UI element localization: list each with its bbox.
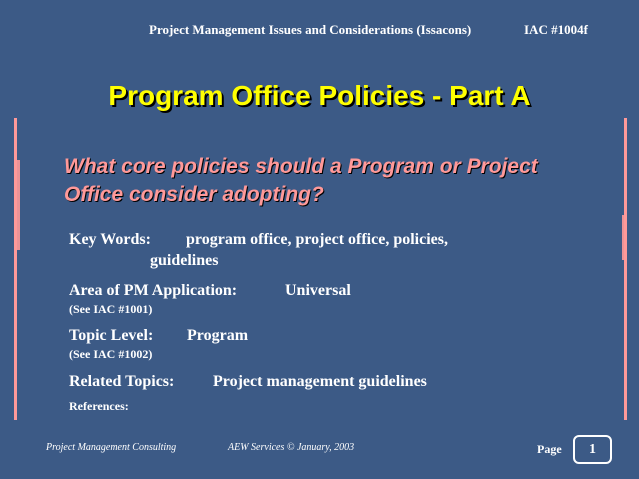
references-label: References: — [69, 399, 129, 413]
right-accent-bar — [624, 118, 627, 420]
key-words-label: Key Words: — [69, 231, 151, 248]
question-text: What core policies should a Program or Project Office consider adopting? — [64, 155, 538, 206]
header-title: Project Management Issues and Considerations (Issacons) — [149, 22, 472, 37]
page-number: 1 — [573, 435, 612, 464]
topic-level-label: Topic Level: — [69, 327, 154, 344]
document-id: IAC #1004f — [524, 22, 588, 37]
left-accent-bar-highlight — [16, 160, 20, 250]
related-topics-label: Related Topics: — [69, 373, 175, 390]
page-label: Page — [537, 442, 562, 456]
right-accent-bar-highlight — [622, 215, 626, 260]
topic-level-note: (See IAC #1002) — [69, 347, 153, 361]
key-words-continuation: guidelines — [150, 252, 219, 269]
key-words-value: program office, project office, policies, — [186, 231, 448, 248]
area-label: Area of PM Application: — [69, 282, 238, 299]
area-note: (See IAC #1001) — [69, 302, 153, 316]
related-topics-value: Project management guidelines — [213, 373, 427, 390]
footer-company: Project Management Consulting — [46, 442, 177, 453]
footer-copyright: AEW Services © January, 2003 — [228, 442, 355, 453]
topic-level-value: Program — [187, 327, 249, 344]
slide-title: Program Office Policies - Part A — [108, 80, 531, 111]
area-value: Universal — [285, 282, 351, 299]
